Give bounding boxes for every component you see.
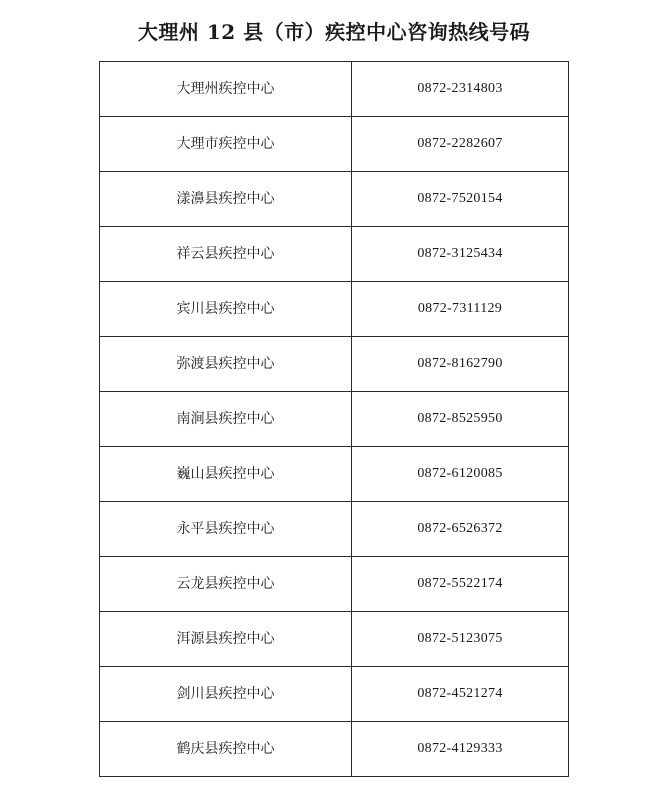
hotline-number: 0872-8162790: [352, 337, 569, 392]
hotline-number: 0872-7311129: [352, 282, 569, 337]
hotline-number: 0872-3125434: [352, 227, 569, 282]
cdc-name: 祥云县疾控中心: [100, 227, 352, 282]
hotline-number: 0872-4129333: [352, 722, 569, 777]
table-row: [100, 62, 569, 117]
table-row: [100, 722, 569, 777]
cdc-name: 漾濞县疾控中心: [100, 172, 352, 227]
hotline-number: 0872-7520154: [352, 172, 569, 227]
cdc-name: 剑川县疾控中心: [100, 667, 352, 722]
table-row: [100, 502, 569, 557]
table-row: [100, 172, 569, 227]
hotline-number: 0872-2282607: [352, 117, 569, 172]
table-row: [100, 227, 569, 282]
hotline-number: 0872-4521274: [352, 667, 569, 722]
cdc-name: 永平县疾控中心: [100, 502, 352, 557]
table-row: [100, 447, 569, 502]
hotline-number: 0872-2314803: [352, 62, 569, 117]
cdc-name: 南涧县疾控中心: [100, 392, 352, 447]
table-row: [100, 337, 569, 392]
cdc-name: 大理市疾控中心: [100, 117, 352, 172]
table-row: [100, 612, 569, 667]
table-row: [100, 667, 569, 722]
hotline-table: [99, 61, 569, 777]
cdc-name: 弥渡县疾控中心: [100, 337, 352, 392]
hotline-number: 0872-5123075: [352, 612, 569, 667]
table-row: [100, 117, 569, 172]
cdc-name: 鹤庆县疾控中心: [100, 722, 352, 777]
hotline-number: 0872-5522174: [352, 557, 569, 612]
hotline-number: 0872-6120085: [352, 447, 569, 502]
page-title: 大理州 12 县（市）疾控中心咨询热线号码: [137, 20, 531, 44]
hotline-number: 0872-8525950: [352, 392, 569, 447]
cdc-name: 洱源县疾控中心: [100, 612, 352, 667]
hotline-number: 0872-6526372: [352, 502, 569, 557]
cdc-name: 大理州疾控中心: [100, 62, 352, 117]
cdc-name: 巍山县疾控中心: [100, 447, 352, 502]
table-row: [100, 557, 569, 612]
table-row: [100, 392, 569, 447]
cdc-name: 宾川县疾控中心: [100, 282, 352, 337]
cdc-name: 云龙县疾控中心: [100, 557, 352, 612]
table-row: [100, 282, 569, 337]
